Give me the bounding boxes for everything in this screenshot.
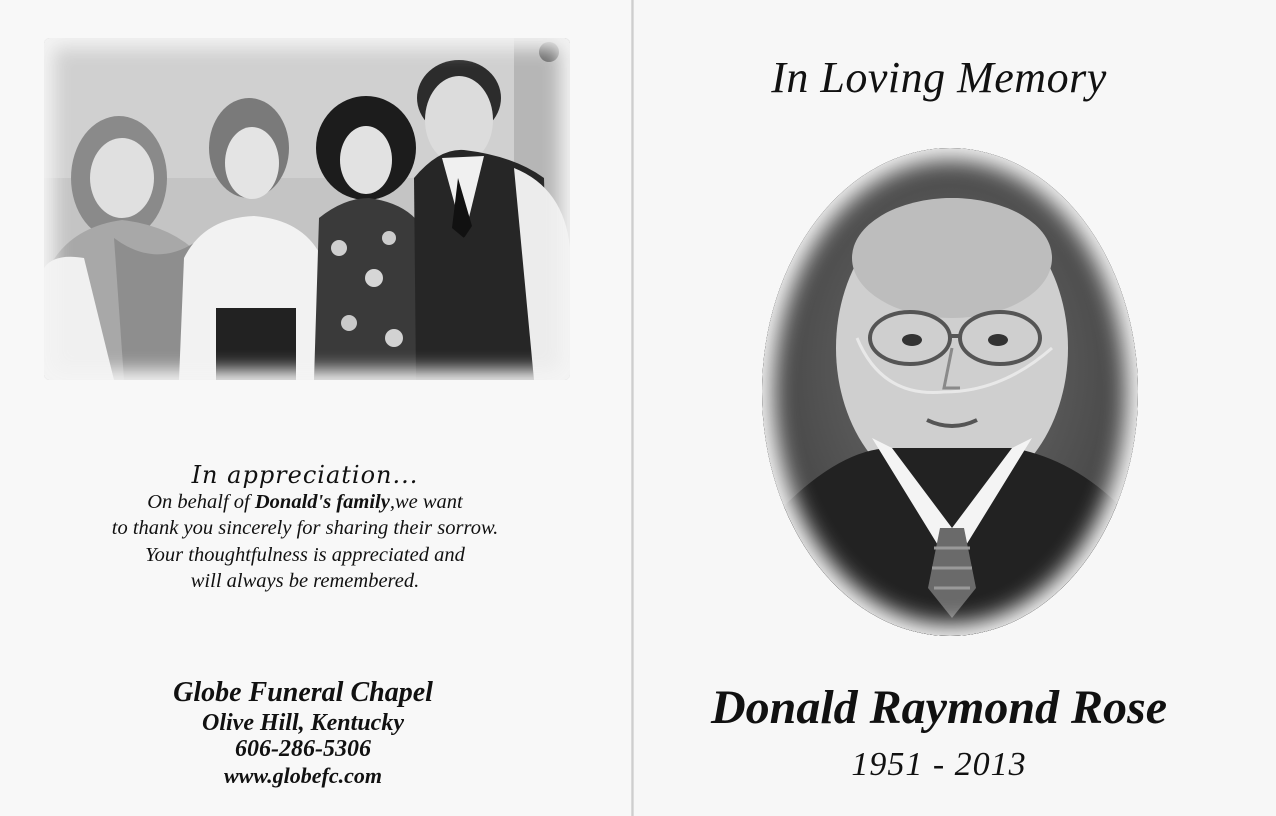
funeral-chapel-info xyxy=(40,676,566,790)
left-panel xyxy=(0,0,632,816)
appreciation-line-4: will always be remembered. xyxy=(190,570,420,592)
appreciation-line-1 xyxy=(40,489,570,516)
life-dates: 1951 - 2013 xyxy=(851,746,1027,783)
chapel-location: Olive Hill, Kentucky xyxy=(202,710,404,736)
chapel-website: www.globefc.com xyxy=(223,763,383,788)
appreciation-line-1-start: On behalf of xyxy=(147,490,255,513)
family-name: Donald's family xyxy=(254,490,390,513)
appreciation-heading: In appreciation... xyxy=(191,461,419,489)
appreciation-line-2: to thank you sincerely for sharing their sorrow. xyxy=(111,517,499,539)
appreciation-line-3: Your thoughtfulness is appreciated and xyxy=(145,543,465,566)
chapel-phone: 606-286-5306 xyxy=(235,736,371,762)
memory-title: In Loving Memory xyxy=(771,53,1107,102)
family-photo xyxy=(44,38,570,380)
portrait-photo xyxy=(762,148,1138,636)
appreciation-line-1-end: ,we want xyxy=(389,490,463,513)
chapel-name: Globe Funeral Chapel xyxy=(173,677,433,708)
appreciation-message xyxy=(40,462,570,595)
deceased-name: Donald Raymond Rose xyxy=(710,681,1168,734)
